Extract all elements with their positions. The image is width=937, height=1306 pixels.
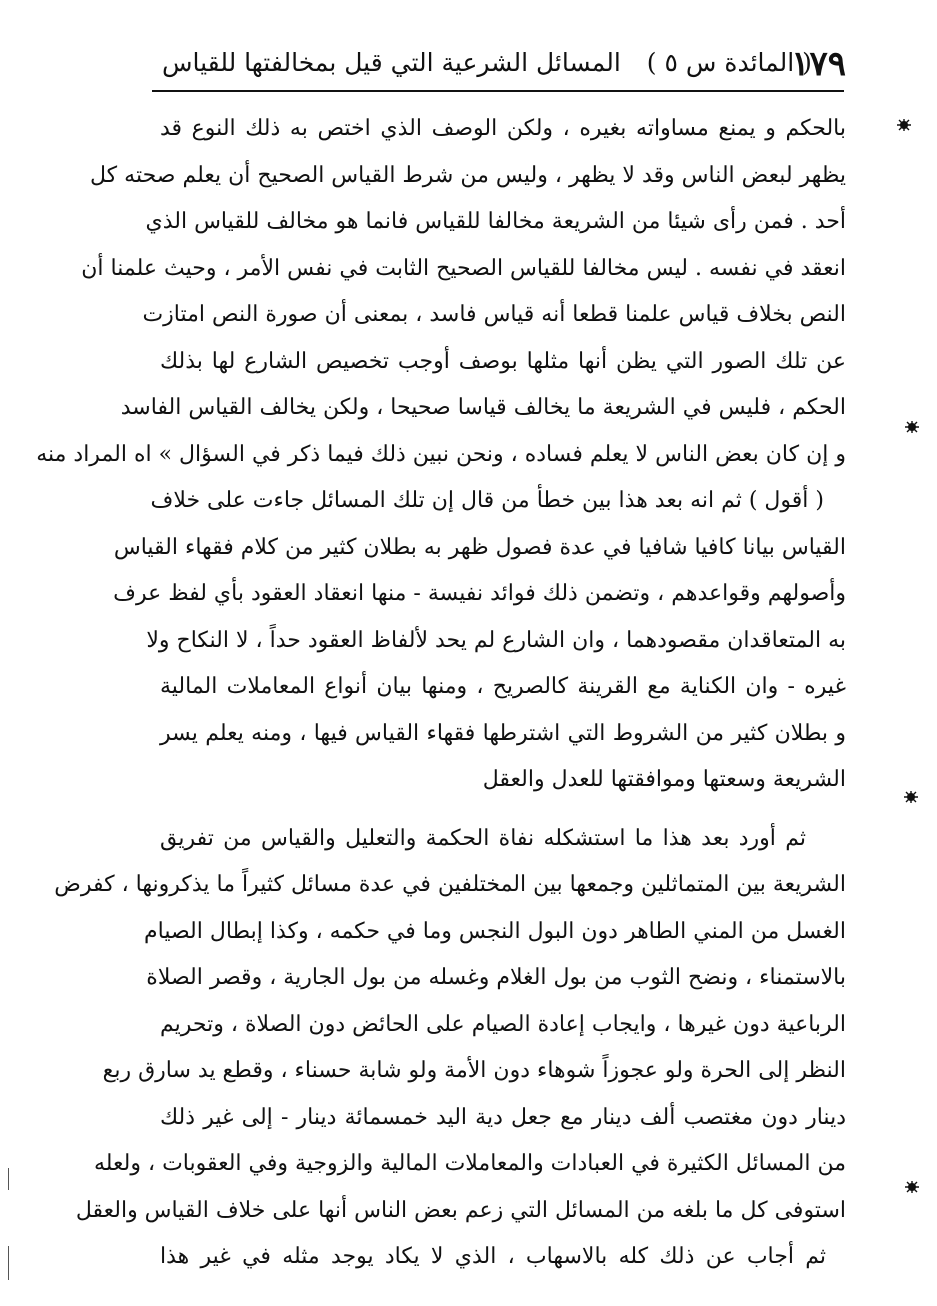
asterisk-ornament-icon [903, 790, 919, 804]
text-line: أحد . فمن رأى شيئا من الشريعة مخالفا للقياس فانما هو مخالف للقياس الذي [145, 209, 846, 234]
asterisk-ornament-icon [904, 420, 920, 434]
text-line: دينار دون مغتصب ألف دينار مع جعل دية اليد خمسمائة دينار - إلى غير ذلك [160, 1104, 846, 1130]
page-body [36, 106, 846, 1281]
text-line: استوفى كل ما بلغه من المسائل التي زعم بعض الناس أنها على خلاف القياس والعقل [75, 1197, 846, 1223]
running-header [152, 40, 846, 88]
text-line: و بطلان كثير من الشروط التي اشترطها فقهاء القياس فيها ، ومنه يعلم يسر [160, 720, 846, 746]
text-line: يظهر لبعض الناس وقد لا يظهر ، وليس من شرط القياس الصحيح أن يعلم صحته كل [90, 162, 846, 188]
page-number: ١٧٩ [791, 44, 846, 84]
text-line: ( أقول ) ثم انه بعد هذا بين خطأ من قال إن تلك المسائل جاءت على خلاف [150, 488, 824, 513]
text-line: عن تلك الصور التي يظن أنها مثلها بوصف أوجب تخصيص الشارع لها بذلك [160, 348, 846, 374]
asterisk-ornament-icon [904, 1180, 920, 1194]
chapter-reference-and-title [162, 48, 812, 77]
text-line: النص بخلاف قياس علمنا قطعا أنه قياس فاسد ، بمعنى أن صورة النص امتازت [142, 302, 846, 327]
text-line: بالاستمناء ، ونضح الثوب من بول الغلام وغسله من بول الجارية ، وقصر الصلاة [146, 965, 846, 990]
asterisk-ornament-icon [896, 118, 912, 132]
text-line: بالحكم و يمنع مساواته بغيره ، ولكن الوصف الذي اختص به ذلك النوع قد [160, 116, 846, 141]
text-line: القياس بيانا كافيا شافيا في عدة فصول ظهر به بطلان كثير من كلام فقهاء القياس [113, 534, 846, 560]
text-line: ثم أورد بعد هذا ما استشكله نفاة الحكمة والتعليل والقياس من تفريق [160, 825, 806, 851]
binding-mark [8, 1168, 9, 1190]
text-line: الحكم ، فليس في الشريعة ما يخالف قياسا صحيحا ، ولكن يخالف القياس الفاسد [120, 395, 846, 420]
text-line: انعقد في نفسه . ليس مخالفا للقياس الصحيح الثابت في نفس الأمر ، وحيث علمنا أن [81, 255, 846, 281]
text-line: وأصولهم وقواعدهم ، وتضمن ذلك فوائد نفيسة - منها انعقاد العقود بأي لفظ عرف [113, 581, 846, 606]
text-line: من المسائل الكثيرة في العبادات والمعاملات المالية والزوجية وفي العقوبات ، ولعله [93, 1151, 846, 1176]
text-line: و إن كان بعض الناس لا يعلم فساده ، ونحن نبين ذلك فيما ذكر في السؤال » اه المراد منه [36, 441, 846, 467]
section-title: المسائل الشرعية التي قيل بمخالفتها للقياس [162, 48, 621, 77]
chapter-reference: ( المائدة س ٥ ) [646, 48, 812, 77]
text-line: الشريعة بين المتماثلين وجمعها بين المختلفين في عدة مسائل كثيراً ما يذكرونها ، كفرض [54, 872, 846, 897]
text-line: غيره - وان الكناية مع القرينة كالصريح ، ومنها بيان أنواع المعاملات المالية [160, 674, 846, 699]
text-line: الرباعية دون غيرها ، وايجاب إعادة الصيام على الحائض دون الصلاة ، وتحريم [160, 1011, 846, 1037]
text-line: النظر إلى الحرة ولو عجوزاً شوهاء دون الأمة ولو شابة حسناء ، وقطع يد سارق ربع [102, 1058, 846, 1083]
text-line: به المتعاقدان مقصودهما ، وان الشارع لم يحد لألفاظ العقود حداً ، لا النكاح ولا [146, 627, 846, 653]
text-line: الغسل من المني الطاهر دون البول النجس وما في حكمه ، وكذا إبطال الصيام [144, 918, 846, 944]
text-line: ثم أجاب عن ذلك كله بالاسهاب ، الذي لا يكاد يوجد مثله في غير هذا [160, 1244, 826, 1269]
binding-mark [8, 1246, 9, 1280]
text-line: الشريعة وسعتها وموافقتها للعدل والعقل [482, 767, 846, 792]
header-rule [152, 90, 844, 92]
